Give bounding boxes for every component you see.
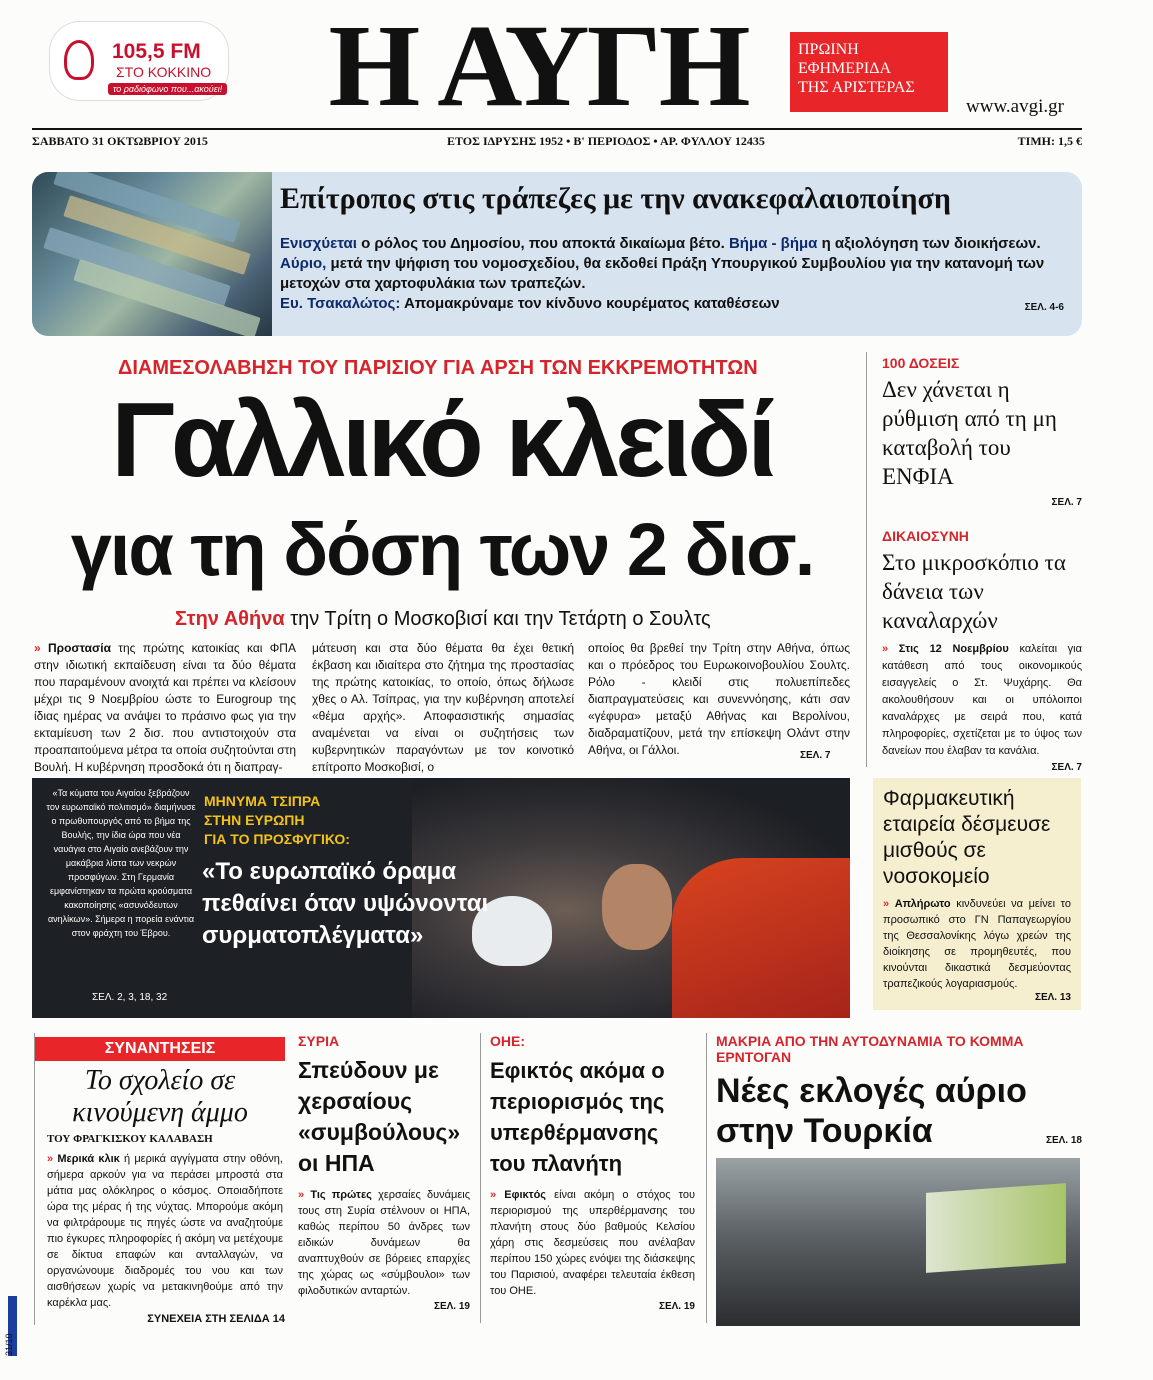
page-ref: ΣΕΛ. 18 [1045, 1135, 1082, 1146]
un-story[interactable] [490, 1033, 695, 1312]
col1-text: της πρώτης κατοικίας και ΦΠΑ στην ιδιωτική εκπαίδευση είναι τα δύο θέματα που παραμένουν ανοιχτά και πρέπει να κλείσουν μέχρι τις 9 Νοεμβρίου ώστε το Eurogroup της ίδιας ημέρας να ανάψει το πράσινο φως για την εκταμίευση των 2 δισ. που αντιστοιχούν στα προαπαιτούμενα μέτρα τα οποία συζητούνται στη Βουλή. Η κυβέρνηση προσδοκά ότι η διαπραγ- [34, 641, 296, 774]
side-story-enfia[interactable] [882, 355, 1082, 508]
radio-slogan: το ραδιόφωνο που...ακούει! [108, 83, 227, 95]
main-kicker: ΔΙΑΜΕΣΟΛΑΒΗΣΗ ΤΟΥ ΠΑΡΙΣΙΟΥ ΓΙΑ ΑΡΣΗ ΤΩΝ ΕΚΚΡΕΜΟΤΗΤΩΝ [118, 357, 758, 379]
column-author: ΤΟΥ ΦΡΑΓΚΙΣΚΟΥ ΚΑΛΑΒΑΣΗ [47, 1133, 213, 1145]
chevron-right-icon: » [34, 641, 41, 655]
margin-code: 31/10 [4, 1333, 14, 1356]
side-lead: Στις 12 Νοεμβρίου [898, 643, 1009, 655]
bank-headline[interactable]: Επίτροπος στις τράπεζες με την ανακεφαλαιοποίηση [280, 182, 951, 215]
kicker-line: ΣΤΗΝ ΕΥΡΩΠΗ [204, 812, 305, 828]
un-lead: Εφικτός [504, 1189, 547, 1201]
pharma-body: κινδυνεύει να μείνει το προσωπικό στο ΓΝ Παπαγεωργίου της Θεσσαλονίκης λόγω χρεών της διοίκησης σε προμηθευτές, που κινούνται δικαστικά δεσμεύοντας τραπεζικούς λογαριασμούς. [883, 898, 1071, 990]
un-text [490, 1187, 695, 1299]
side-kicker: ΔΙΚΑΙΟΣΥΝΗ [882, 528, 969, 544]
radio-station: ΣΤΟ ΚΟΚΚΙΝΟ [116, 64, 212, 80]
website-link[interactable]: www.avgi.gr [966, 96, 1064, 117]
bank-lead-1: Ενισχύεται [280, 235, 357, 252]
tagline-line: ΕΦΗΜΕΡΙΔΑ [798, 60, 892, 77]
opinion-column[interactable] [34, 1033, 285, 1325]
price: ΤΙΜΗ: 1,5 € [1017, 134, 1082, 148]
main-column-2: μάτευση και στα δύο θέματα θα έχει θετική έκβαση και ιδιαίτερα στο ζήτημα της προστασίας της πρώτης κατοικίας, το οποίο, όπως δήλωσε χθες ο Αλ. Τσίπρας, για την κυβέρνηση αποτελεί «θέμα αρχής». Αποφασιστικής σημασίας αναμένεται να είναι οι συζητήσεις των κυβερνητικών παραγόντων με τον κοινοτικό επίτροπο Μοσκοβισί, ο [312, 641, 574, 774]
col1-lead: Προστασία [48, 641, 111, 655]
pharma-text [883, 896, 1071, 992]
bank-text-2: η αξιολόγηση των διοικήσεων. [817, 235, 1041, 252]
page-ref: ΣΕΛ. 7 [1051, 497, 1082, 508]
chevron-right-icon: » [298, 1189, 305, 1201]
continued-link[interactable]: ΣΥΝΕΧΕΙΑ ΣΤΗ ΣΕΛΙΔΑ 14 [147, 1313, 285, 1325]
tagline-box [790, 32, 948, 112]
syria-lead: Τις πρώτες [310, 1189, 372, 1201]
tagline-line: ΠΡΩΙΝΗ [798, 41, 859, 58]
refugee-quote: «Τα κύματα του Αιγαίου ξεβράζουν τον ευρωπαϊκό πολιτισμό» διαμήνυσε ο πρωθυπουργός από το βήμα της Βουλής, την ίδια ώρα που νέα ναυάγια στο Αιγαίο ανεβάζουν την μακάβρια λίστα των νεκρών προσφύγων. Στη Γερμανία εμφανίστηκαν τα πρώτα κρούσματα κακοποίησης «ασυνόδευτων ανηλίκων». Σήμερα η πορεία ενάντια στον φράχτη του Έβρου. [46, 788, 196, 938]
radio-frequency: 105,5 FM [112, 40, 201, 63]
issue-date: ΣΑΒΒΑΤΟ 31 ΟΚΤΩΒΡΙΟΥ 2015 [32, 134, 208, 148]
photo-blanket [672, 858, 850, 1018]
side-headline[interactable]: Στο μικροσκόπιο τα δάνεια των καναλαρχών [882, 550, 1066, 633]
bank-text-1: ο ρόλος του Δημοσίου, που αποκτά δικαίωμα βέτο. [356, 235, 729, 252]
syria-text [298, 1187, 470, 1299]
column-body: ή μερικά αγγίγματα στην οθόνη, σήμερα αρκούν για να περάσει μπροστά στα μάτια μας ολόκληρος ο κόσμος. Οποιαδήποτε ώρα της μέρας ή της νύχτας. Μπορούμε ακόμη να φιλτράρουμε τις πηγές ώστε να αναζητούμε πιο έγκυρες πληροφορίες ή ακόμη να μετέχουμε σε δίκτυα επαφών και ανταλλαγών, να οργανώνουμε διαδρομές του νου και των αισθήσεων χωρίς να μετακινηθούμε από την καρέκλα μας. [47, 1153, 283, 1309]
pharma-headline[interactable]: Φαρμακευτική εταιρεία δέσμευσε μισθούς σε νοσοκομείο [883, 787, 1051, 888]
bank-lead-3: Αύριο, [280, 255, 327, 272]
photo-woman [602, 864, 672, 950]
turkey-story[interactable] [716, 1033, 1082, 1328]
refugee-kicker [204, 792, 350, 849]
syria-kicker: ΣΥΡΙΑ [298, 1033, 340, 1049]
newspaper-title: Η ΑΥΓΗ [328, 0, 748, 131]
main-headline[interactable]: Γαλλικό κλειδί [111, 381, 773, 499]
bank-text-3: μετά την ψήφιση του νομοσχεδίου, θα εκδοθεί Πράξη Υπουργικού Συμβουλίου για την κατανομή των μετοχών στα χαρτοφυλάκια των τραπεζών. [280, 255, 1045, 292]
refugee-banner[interactable] [32, 778, 850, 1018]
side-story-justice[interactable] [882, 528, 1082, 773]
column-text [47, 1151, 283, 1311]
column-divider [866, 352, 867, 767]
subhead-lead: Στην Αθήνα [175, 608, 285, 630]
radio-logo [50, 22, 228, 100]
kicker-line: ΓΙΑ ΤΟ ΠΡΟΣΦΥΓΙΚΟ: [204, 831, 350, 847]
page-ref: ΣΕΛ. 4-6 [1024, 302, 1064, 313]
turkey-headline[interactable]: Νέες εκλογές αύριο στην Τουρκία [716, 1072, 1027, 1150]
pharma-lead: Απλήρωτο [894, 898, 951, 910]
syria-body: χερσαίες δυνάμεις τους στη Συρία στέλνουν οι ΗΠΑ, καθώς περίπου 50 άνδρες των ειδικών δυνάμεων θα αναπτυχθούν σε βόρειες επαρχίες της χώρας ως «σύμβουλοι» των φιλοδυτικών ανταρτών. [298, 1189, 470, 1297]
un-kicker: ΟΗΕ: [490, 1033, 525, 1049]
un-body: είναι ακόμη ο στόχος του περιορισμού της υπερθέρμανσης του πλανήτη στους δύο βαθμούς Κελσίου χάρη στις δεσμεύσεις που ανέλαβαν περίπου 150 χώρες ενόψει της διάσκεψης του Παρισιού, αναφέρει τελευταία έκθεση του ΟΗΕ. [490, 1189, 695, 1297]
chevron-right-icon: » [883, 898, 890, 910]
banknotes-photo [32, 172, 272, 336]
page-ref: ΣΕΛ. 7 [1051, 762, 1082, 773]
side-headline[interactable]: Δεν χάνεται η ρύθμιση από τη μη καταβολή του ΕΝΦΙΑ [882, 377, 1057, 489]
subhead-rest: την Τρίτη ο Μοσκοβισί και την Τετάρτη ο Σουλτς [284, 608, 711, 630]
bank-text-4: Απομακρύναμε τον κίνδυνο κουρέματος καταθέσεων [400, 295, 780, 312]
election-billboard [926, 1183, 1066, 1273]
chevron-right-icon: » [490, 1189, 497, 1201]
syria-headline[interactable]: Σπεύδουν με χερσαίους «συμβούλους» οι ΗΠΑ [298, 1057, 461, 1176]
column-label: ΣΥΝΑΝΤΗΣΕΙΣ [35, 1037, 285, 1061]
main-column-1 [34, 640, 296, 776]
page-ref: ΣΕΛ. 13 [1034, 992, 1071, 1003]
dateline [32, 128, 1082, 150]
column-divider [480, 1033, 481, 1323]
main-headline-line2[interactable]: για τη δόση των 2 δισ. [70, 508, 814, 591]
main-subhead [175, 608, 711, 631]
chevron-right-icon: » [882, 643, 889, 655]
side-body: καλείται για κατάθεση από τους οικονομικούς εισαγγελείς ο Στ. Ψυχάρης. Θα ακολουθήσουν και οι υπόλοιποι καναλάρχες με σειρά που, κατά πληροφορίες, σχετίζεται με το ύψος των δανείων που έλαβαν τα κανάλια. [882, 643, 1082, 757]
refugee-headline[interactable]: «Το ευρωπαϊκό όραμα πεθαίνει όταν υψώνονται συρματοπλέγματα» [202, 858, 489, 949]
bank-lead-4: Ευ. Τσακαλώτος: [280, 295, 401, 312]
page-ref: ΣΕΛ. 19 [658, 1301, 695, 1312]
un-headline[interactable]: Εφικτός ακόμα ο περιορισμός της υπερθέρμανσης του πλανήτη [490, 1058, 665, 1176]
bank-story-box[interactable] [32, 172, 1082, 336]
chevron-right-icon: » [47, 1153, 54, 1165]
tagline-line: ΤΗΣ ΑΡΙΣΤΕΡΑΣ [798, 79, 915, 96]
turkey-kicker: ΜΑΚΡΙΑ ΑΠΟ ΤΗΝ ΑΥΤΟΔΥΝΑΜΙΑ ΤΟ ΚΟΜΜΑ ΕΡΝΤΟΓΑΝ [716, 1033, 1024, 1065]
page-ref: ΣΕΛ. 7 [800, 750, 831, 761]
column-lead: Μερικά κλικ [57, 1153, 120, 1165]
syria-story[interactable] [298, 1033, 470, 1312]
column-divider [706, 1033, 707, 1323]
side-kicker: 100 ΔΟΣΕΙΣ [882, 355, 960, 371]
column-title[interactable]: Το σχολείο σε κινούμενη άμμο [72, 1065, 248, 1128]
bank-lead-2: Βήμα - βήμα [728, 235, 818, 252]
page-ref: ΣΕΛ. 19 [433, 1301, 470, 1312]
page-ref: ΣΕΛ. 2, 3, 18, 32 [92, 992, 168, 1003]
bank-summary [280, 234, 1070, 314]
kicker-line: ΜΗΝΥΜΑ ΤΣΙΠΡΑ [204, 793, 321, 809]
turkey-election-photo [716, 1158, 1080, 1326]
lightbulb-icon [64, 40, 94, 80]
main-column-3: οποίος θα βρεθεί την Τρίτη στην Αθήνα, όπως και ο πρόεδρος του Ευρωκοινοβουλίου Σουλτς. Ρόλο - κλειδί στις πολυεπίπεδες διαπραγματεύσεις και συνεννόησης, κάτι σαν «γέφυρα» μεταξύ Αθήνας και Βερολίνου, διαδραματίζουν, μετά την επίσκεψη Ολάντ στην Αθήνα, οι Γάλλοι. [588, 641, 850, 757]
edition-info: ΕΤΟΣ ΙΔΡΥΣΗΣ 1952 • Β' ΠΕΡΙΟΔΟΣ • ΑΡ. ΦΥΛΛΟΥ 12435 [447, 134, 765, 148]
pharma-story-box[interactable] [873, 778, 1081, 1010]
side-text [882, 641, 1082, 760]
